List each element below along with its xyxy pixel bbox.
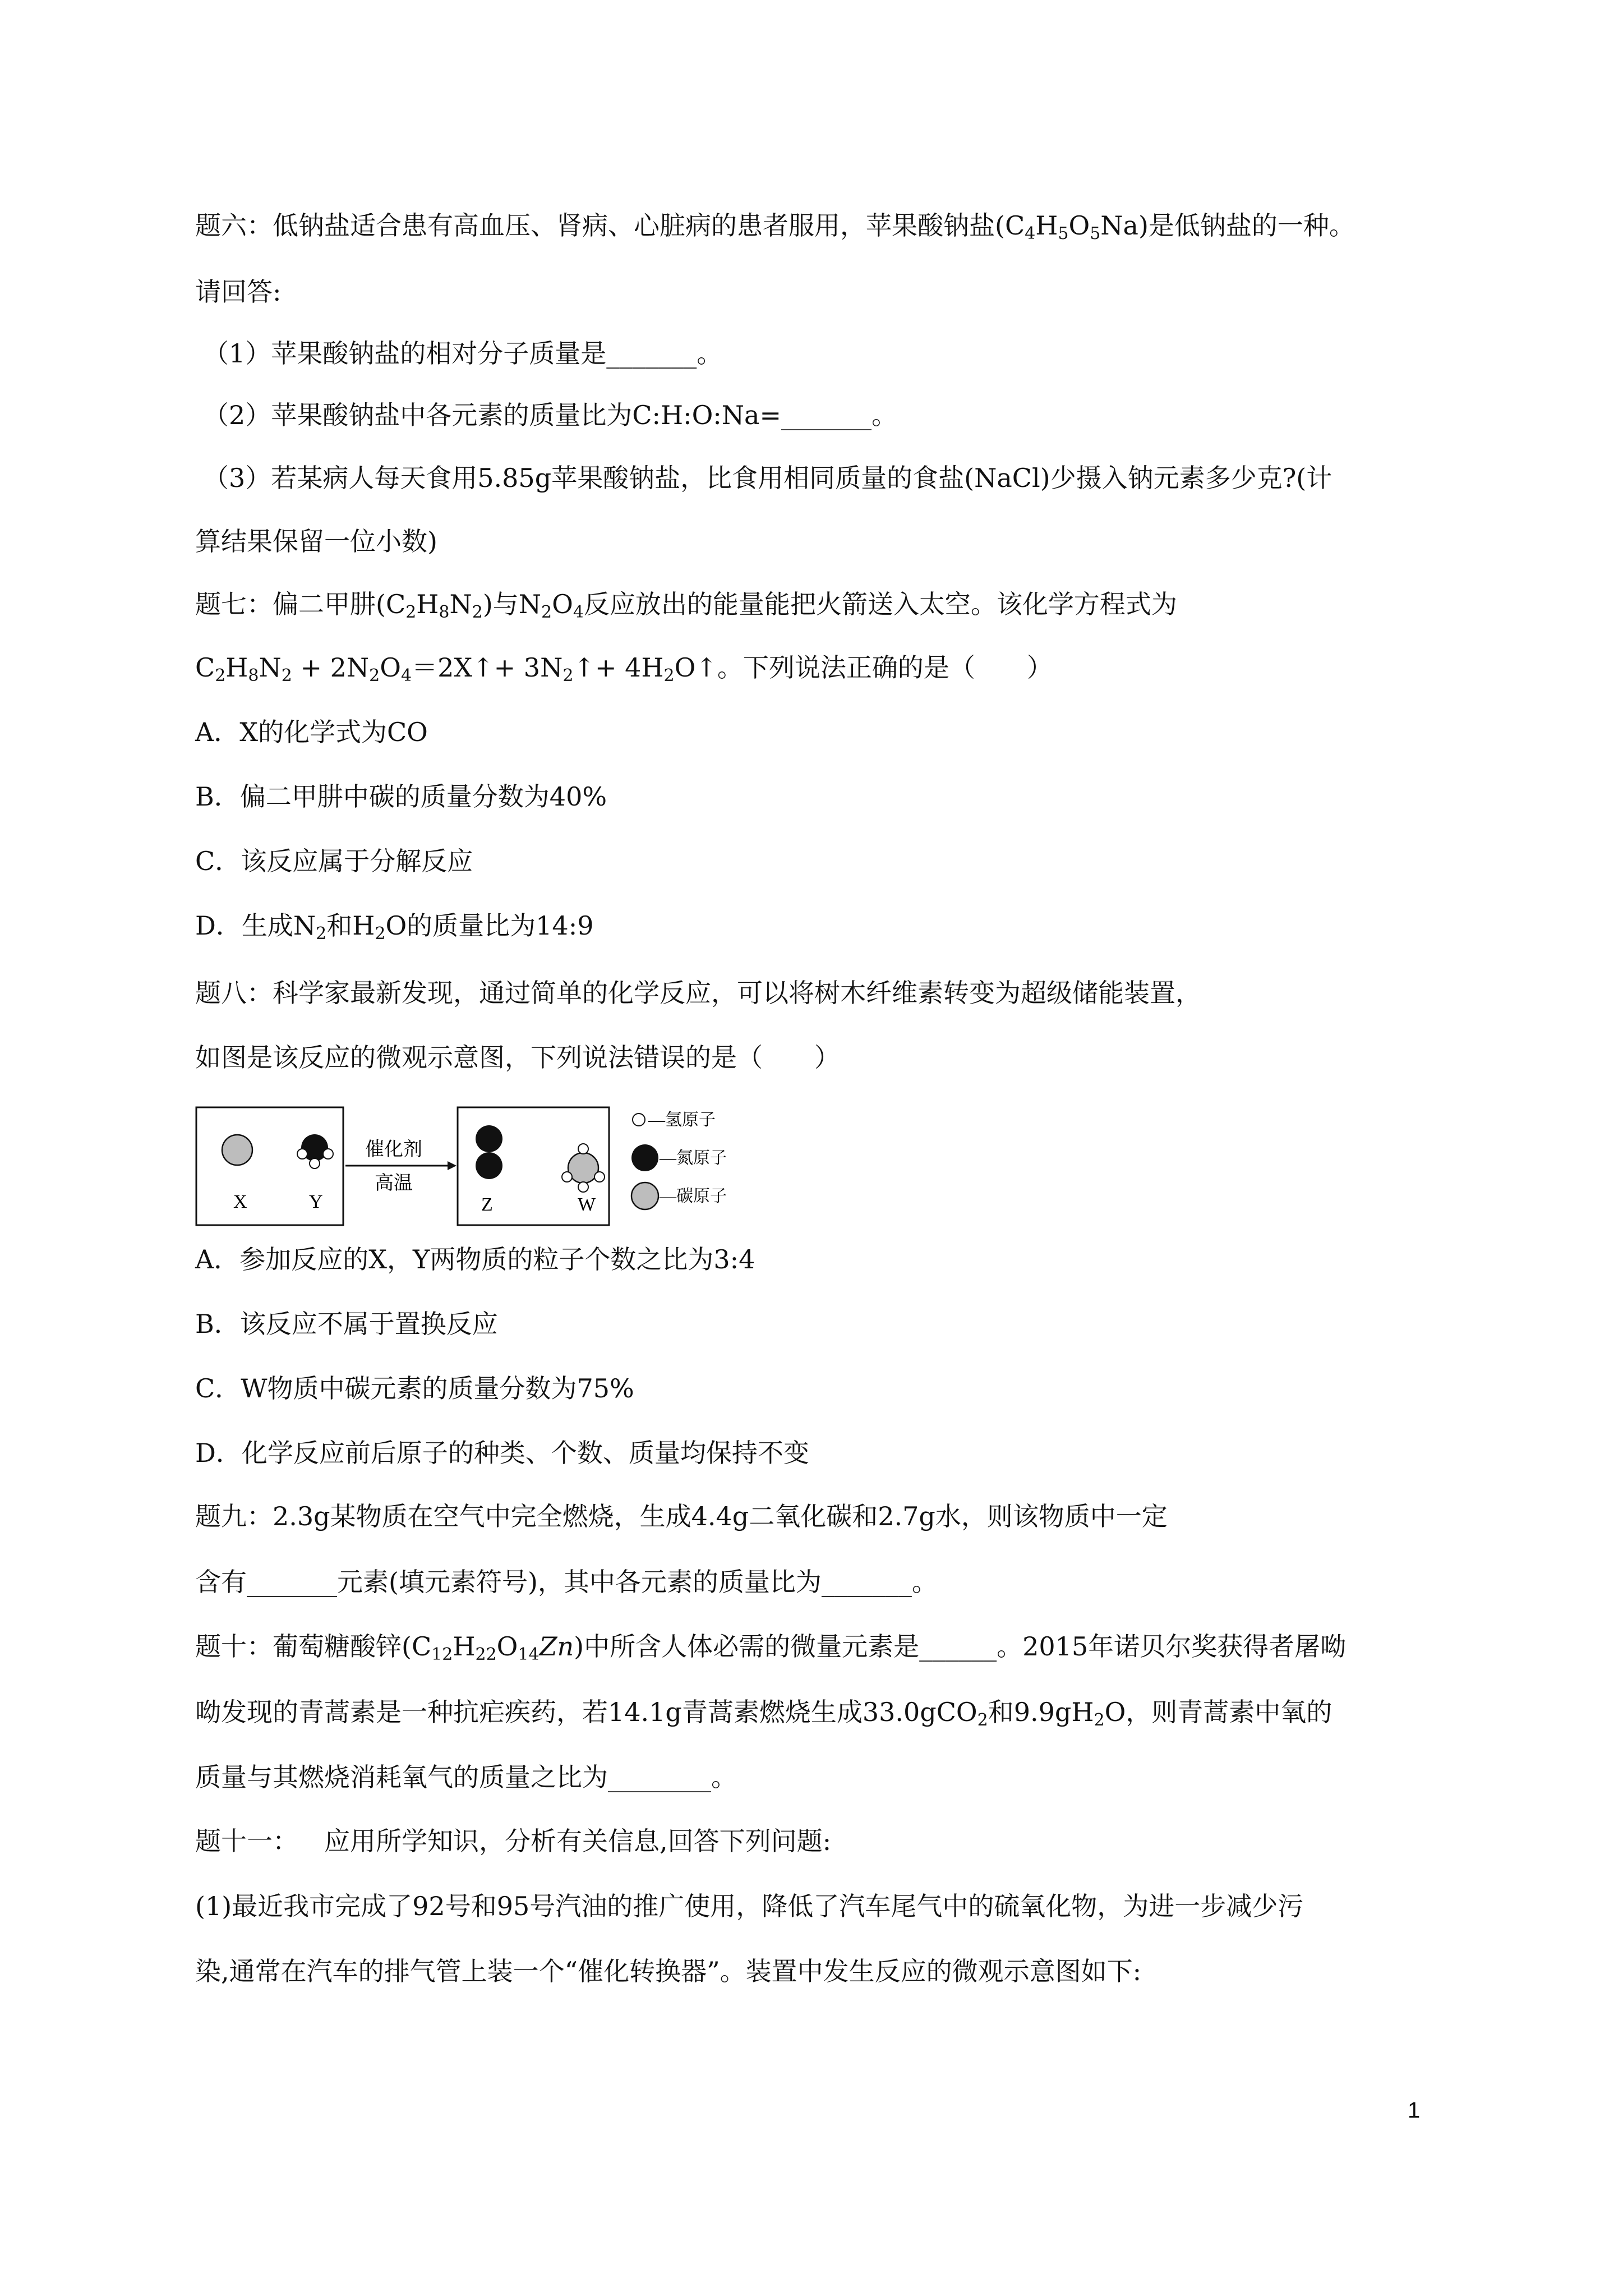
label-w: W xyxy=(578,1194,596,1215)
q6-part3-line1: （3）若某病人每天食用5.85g苹果酸钠盐，比食用相同质量的食盐(NaCl)少摄入钠元素多少克?(计 xyxy=(203,463,1332,493)
legend-carbon: —碳原子 xyxy=(660,1187,727,1205)
q10-stem-line3: 质量与其燃烧消耗氧气的质量之比为________。 xyxy=(195,1762,737,1792)
hydrogen-atom-w2 xyxy=(562,1172,572,1182)
q8-title: 题八： xyxy=(195,978,273,1008)
q6-ask: 请回答: xyxy=(195,277,282,307)
hydrogen-atom-y1 xyxy=(297,1149,307,1159)
q11-part1-line1: (1)最近我市完成了92号和95号汽油的推广使用，降低了汽车尾气中的硫氧化物，为进一步减少污 xyxy=(195,1891,1304,1921)
q6-part1: （1）苹果酸钠盐的相对分子质量是_______。 xyxy=(203,338,723,369)
q8-stem-line1: 题八：科学家最新发现，通过简单的化学反应，可以将树木纤维素转变为超级储能装置， xyxy=(195,978,1201,1008)
q7-option-b: B．偏二甲肼中碳的质量分数为40% xyxy=(195,781,607,812)
q6-stem: 题六：低钠盐适合患有高血压、肾病、心脏病的患者服用，苹果酸钠盐$(C_4H_5O_5Na)$是低钠盐的一种。 xyxy=(195,210,1355,243)
q10-title: 题十： xyxy=(195,1631,273,1662)
condition-label: 高温 xyxy=(375,1173,413,1194)
q11-part1-line2: 染,通常在汽车的排气管上装一个“催化转换器”。装置中发生反应的微观示意图如下: xyxy=(195,1956,1142,1986)
hydrogen-atom-w4 xyxy=(578,1182,588,1192)
q9-stem-line2: 含有_______元素(填元素符号)，其中各元素的质量比为_______。 xyxy=(195,1567,938,1597)
hydrogen-atom-w3 xyxy=(594,1172,605,1182)
q8-option-a: A．参加反应的X，Y两物质的粒子个数之比为3:4 xyxy=(195,1244,755,1274)
q7-stem: 题七：偏二甲肼$(C_2H_8N_2)$与$N_2O_4$反应放出的能量能把火箭送入太空。该化学方程式为 xyxy=(195,589,1177,622)
legend-hydrogen: —氢原子 xyxy=(648,1111,716,1129)
q8-option-c: C．W物质中碳元素的质量分数为75% xyxy=(195,1373,634,1404)
q9-stem-line1: 题九：2.3g某物质在空气中完全燃烧，生成4.4g二氧化碳和2.7g水，则该物质中一定 xyxy=(195,1501,1168,1531)
legend-nitrogen: —氮原子 xyxy=(660,1149,727,1167)
carbon-atom-w xyxy=(568,1153,598,1183)
q10-stem-line1: 题十：葡萄糖酸锌$(C_{12}H_{22}O_{14}Zn)$中所含人体必需的微量元素是______。2015年诺贝尔奖获得者屠呦 xyxy=(195,1631,1347,1664)
q9-title: 题九： xyxy=(195,1501,273,1531)
hydrogen-atom-w1 xyxy=(578,1144,588,1154)
q7-option-d: D．生成$N_2$和$H_2O$的质量比为14:9 xyxy=(195,910,594,944)
reaction-micro-diagram xyxy=(195,1099,812,1234)
q7-title: 题七： xyxy=(195,589,273,619)
q6-part3-line2: 算结果保留一位小数) xyxy=(195,526,437,556)
label-z: Z xyxy=(481,1194,493,1215)
catalyst-label: 催化剂 xyxy=(365,1139,422,1160)
page-number: 1 xyxy=(1408,2098,1421,2123)
q8-stem-line2: 如图是该反应的微观示意图，下列说法错误的是（ ） xyxy=(195,1042,840,1073)
hydrogen-atom-y2 xyxy=(323,1149,333,1159)
legend-nitrogen-icon xyxy=(631,1144,658,1171)
legend-carbon-icon xyxy=(631,1182,658,1209)
q8-option-d: D．化学反应前后原子的种类、个数、质量均保持不变 xyxy=(195,1438,809,1468)
q11-stem: 题十一： 应用所学知识，分析有关信息,回答下列问题: xyxy=(195,1826,832,1856)
hydrogen-atom-y3 xyxy=(310,1158,320,1168)
q6-title: 题六： xyxy=(195,210,273,241)
q6-part2: （2）苹果酸钠盐中各元素的质量比为C:H:O:Na=_______。 xyxy=(203,400,898,430)
q7-equation: $C_2H_8N_2$ + $2N_2O_4=2X↑+$ $3N_2↑+$ $4H_2O↑$。下列说法正确的是（ ） xyxy=(195,652,1053,685)
nitrogen-atom-z2 xyxy=(476,1152,502,1179)
nitrogen-atom-z1 xyxy=(476,1125,502,1152)
q7-option-a: A．X的化学式为CO xyxy=(195,717,428,747)
legend-hydrogen-icon xyxy=(633,1114,645,1126)
q11-title: 题十一： xyxy=(195,1826,298,1856)
q7-option-c: C．该反应属于分解反应 xyxy=(195,846,473,876)
label-y: Y xyxy=(309,1191,323,1212)
label-x: X xyxy=(233,1191,247,1212)
q8-option-b: B．该反应不属于置换反应 xyxy=(195,1309,498,1339)
carbon-atom-x xyxy=(222,1135,252,1165)
q10-stem-line2: 呦发现的青蒿素是一种抗疟疾药，若14.1g青蒿素燃烧生成33.0gCO$_2$和$9.9gH_2O$，则青蒿素中氧的 xyxy=(195,1697,1332,1730)
